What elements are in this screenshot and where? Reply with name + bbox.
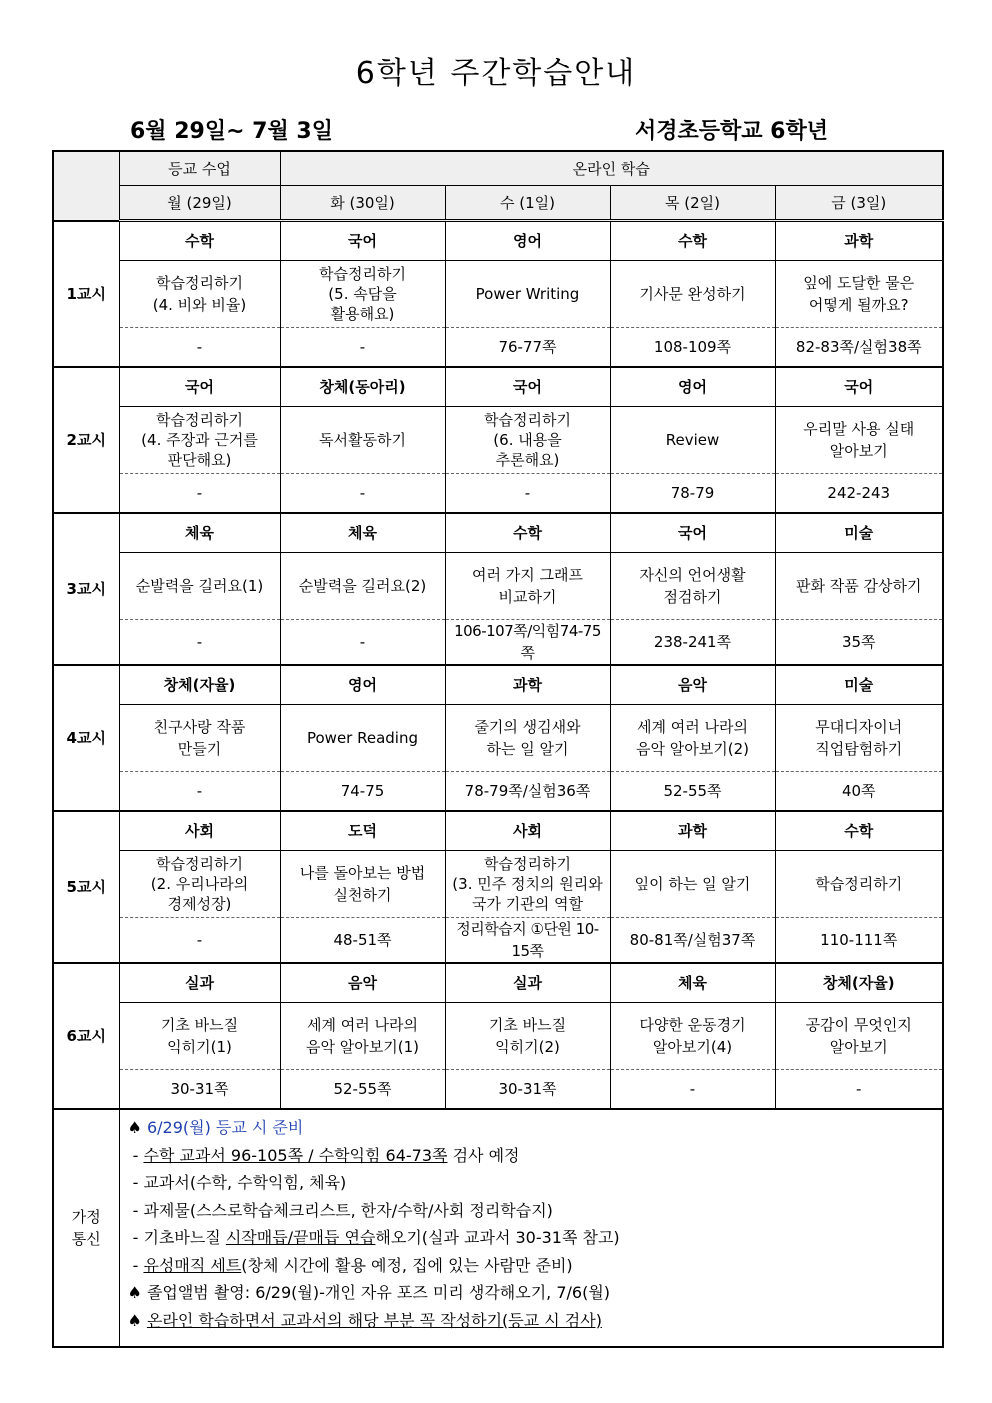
- subject-cell: 영어: [610, 367, 775, 407]
- activity-line: 순발력을 길러요(1): [135, 577, 264, 595]
- activity-line: 점검하기: [663, 588, 722, 606]
- date-range: 6월 29일~ 7월 3일: [130, 119, 333, 144]
- subject-cell: 미술: [775, 513, 943, 553]
- subject-cell: 미술: [775, 665, 943, 705]
- activity-line: 추론해요): [495, 451, 560, 469]
- page-cell: 108-109쪽: [610, 328, 775, 368]
- notice-line: [128, 1142, 935, 1170]
- activity-line: 활용해요): [330, 305, 395, 323]
- activity-line: 여러 가지 그래프: [472, 566, 583, 584]
- activity-cell: [280, 1003, 445, 1070]
- subject-cell: 사회: [119, 811, 280, 851]
- activity-line: 학습정리하기: [156, 855, 243, 873]
- activity-line: 알아보기: [829, 1038, 888, 1056]
- activity-cell: [119, 1003, 280, 1070]
- activity-line: 학습정리하기: [815, 875, 903, 893]
- notice-row: [53, 1109, 943, 1347]
- activity-line: 학습정리하기: [156, 411, 243, 429]
- activity-line: 음악 알아보기(2): [636, 740, 749, 758]
- activity-cell: [119, 705, 280, 772]
- period-subject-row: [53, 221, 943, 261]
- subject-cell: 수학: [445, 513, 610, 553]
- period-subject-row: [53, 513, 943, 553]
- page-cell: 52-55쪽: [280, 1070, 445, 1110]
- subject-cell: 국어: [445, 367, 610, 407]
- subject-cell: 수학: [775, 811, 943, 851]
- page-cell: -: [775, 1070, 943, 1110]
- activity-line: 어떻게 될까요?: [808, 296, 909, 314]
- activity-cell: [775, 1003, 943, 1070]
- activity-line: 기사문 완성하기: [639, 285, 746, 303]
- activity-cell: [775, 261, 943, 328]
- period-subject-row: [53, 811, 943, 851]
- activity-line: 학습정리하기: [484, 855, 571, 873]
- activity-cell: [280, 705, 445, 772]
- dash: -: [132, 1145, 139, 1165]
- page-cell: 76-77쪽: [445, 328, 610, 368]
- header-day: 화 (30일): [280, 186, 445, 221]
- page-cell: 106-107쪽/익힘74-75쪽: [445, 620, 610, 666]
- activity-cell: [119, 553, 280, 620]
- activity-line: 기초 바느질: [488, 1016, 567, 1034]
- activity-line: 익히기(2): [495, 1038, 560, 1056]
- spade-icon: ♠: [127, 1310, 142, 1330]
- subject-cell: 음악: [280, 963, 445, 1003]
- subject-cell: 체육: [119, 513, 280, 553]
- activity-line: (3. 민주 정치의 원리와: [452, 875, 603, 893]
- activity-line: Review: [665, 431, 720, 449]
- header-day: 금 (3일): [775, 186, 943, 221]
- activity-cell: [280, 553, 445, 620]
- subject-cell: 도덕: [280, 811, 445, 851]
- activity-line: 알아보기: [829, 442, 888, 460]
- page-cell: 48-51쪽: [280, 918, 445, 964]
- school-name: 서경초등학교 6학년: [635, 119, 828, 144]
- page-cell: -: [119, 620, 280, 666]
- page-cell: 238-241쪽: [610, 620, 775, 666]
- period-activity-row: [53, 261, 943, 328]
- notice-heading: 6/29(월) 등교 시 준비: [146, 1118, 304, 1137]
- header-day: 수 (1일): [445, 186, 610, 221]
- activity-line: 실천하기: [333, 886, 392, 904]
- period-label: 2교시: [53, 367, 119, 513]
- period-page-row: [53, 328, 943, 368]
- activity-cell: [775, 553, 943, 620]
- page-cell: -: [119, 772, 280, 812]
- period-activity-row: [53, 407, 943, 474]
- activity-cell: [445, 553, 610, 620]
- page-cell: 80-81쪽/실험37쪽: [610, 918, 775, 964]
- activity-line: (4. 비와 비율): [152, 296, 247, 314]
- activity-cell: [445, 261, 610, 328]
- activity-line: 학습정리하기: [319, 265, 406, 283]
- activity-line: Power Writing: [475, 285, 580, 303]
- activity-line: (4. 주장과 근거를: [141, 431, 258, 449]
- activity-cell: [610, 1003, 775, 1070]
- activity-cell: [445, 407, 610, 474]
- activity-cell: [610, 553, 775, 620]
- activity-line: 잎에 도달한 물은: [803, 274, 915, 292]
- period-activity-row: [53, 1003, 943, 1070]
- activity-line: 학습정리하기: [156, 274, 243, 292]
- activity-cell: [610, 851, 775, 918]
- activity-cell: [280, 407, 445, 474]
- subject-cell: 국어: [280, 221, 445, 261]
- period-activity-row: [53, 553, 943, 620]
- activity-line: 다양한 운동경기: [639, 1016, 746, 1034]
- activity-cell: [445, 1003, 610, 1070]
- subject-cell: 실과: [445, 963, 610, 1003]
- period-label: 3교시: [53, 513, 119, 665]
- notice-text: - 과제물(스스로학습체크리스트, 한자/수학/사회 정리학습지): [132, 1200, 553, 1220]
- period-label: 1교시: [53, 221, 119, 368]
- activity-line: 세계 여러 나라의: [307, 1016, 418, 1034]
- page-cell: -: [280, 474, 445, 514]
- period-page-row: [53, 918, 943, 964]
- period-subject-row: [53, 665, 943, 705]
- activity-line: 판화 작품 감상하기: [796, 577, 922, 595]
- notice-line: [128, 1279, 935, 1307]
- page-cell: -: [280, 328, 445, 368]
- activity-line: 공감이 무엇인지: [805, 1016, 912, 1034]
- page-cell: -: [119, 328, 280, 368]
- subject-cell: 실과: [119, 963, 280, 1003]
- header-offline-group: 등교 수업: [119, 151, 280, 186]
- subject-cell: 영어: [280, 665, 445, 705]
- subject-cell: 사회: [445, 811, 610, 851]
- header-day: 목 (2일): [610, 186, 775, 221]
- subject-cell: 수학: [119, 221, 280, 261]
- activity-line: 경제성장): [167, 895, 232, 913]
- activity-cell: [445, 851, 610, 918]
- subject-cell: 과학: [445, 665, 610, 705]
- page-cell: 40쪽: [775, 772, 943, 812]
- page-cell: 110-111쪽: [775, 918, 943, 964]
- activity-cell: [280, 261, 445, 328]
- subject-cell: 음악: [610, 665, 775, 705]
- activity-cell: [775, 851, 943, 918]
- activity-line: (5. 속담을: [328, 285, 397, 303]
- schedule-table: [52, 150, 944, 1348]
- header-online-group: 온라인 학습: [280, 151, 943, 186]
- activity-cell: [610, 407, 775, 474]
- activity-line: 독서활동하기: [319, 431, 406, 449]
- page-cell: 30-31쪽: [119, 1070, 280, 1110]
- activity-cell: [610, 705, 775, 772]
- activity-cell: [775, 705, 943, 772]
- activity-line: 비교하기: [498, 588, 557, 606]
- notice-content: [119, 1109, 943, 1347]
- notice-underlined: 유성매직 세트: [143, 1255, 242, 1275]
- activity-line: 음악 알아보기(1): [306, 1038, 419, 1056]
- activity-line: 알아보기(4): [652, 1038, 733, 1056]
- page-cell: -: [119, 918, 280, 964]
- period-activity-row: [53, 705, 943, 772]
- page-cell: -: [280, 620, 445, 666]
- subject-cell: 체육: [610, 963, 775, 1003]
- period-subject-row: [53, 367, 943, 407]
- notice-label-line: 통신: [71, 1230, 101, 1248]
- activity-cell: [119, 851, 280, 918]
- page-cell: 82-83쪽/실험38쪽: [775, 328, 943, 368]
- notice-underlined: 온라인 학습하면서 교과서의 해당 부분 꼭 작성하기(등교 시 검사): [146, 1310, 602, 1330]
- period-label: 6교시: [53, 963, 119, 1109]
- page-cell: 78-79: [610, 474, 775, 514]
- subject-cell: 영어: [445, 221, 610, 261]
- activity-line: 학습정리하기: [484, 411, 571, 429]
- activity-line: Power Reading: [306, 729, 418, 747]
- notice-line: [128, 1252, 935, 1280]
- activity-line: 나를 돌아보는 방법: [299, 864, 426, 882]
- notice-text: 졸업앨범 촬영: 6/29(월)-개인 자유 포즈 미리 생각해오기, 7/6(월): [146, 1283, 611, 1302]
- subject-cell: 체육: [280, 513, 445, 553]
- notice-text: (창체 시간에 활용 예정, 집에 있는 사람만 준비): [241, 1255, 573, 1275]
- page-cell: 74-75: [280, 772, 445, 812]
- header-day: 월 (29일): [119, 186, 280, 221]
- activity-line: 무대디자이너: [815, 718, 903, 736]
- spade-icon: ♠: [127, 1283, 142, 1302]
- activity-line: 익히기(1): [167, 1038, 232, 1056]
- activity-line: (6. 내용을: [493, 431, 562, 449]
- period-label: 5교시: [53, 811, 119, 963]
- notice-line: [128, 1197, 935, 1225]
- subject-cell: 과학: [610, 811, 775, 851]
- notice-line: [128, 1307, 935, 1335]
- notice-text: - 교과서(수학, 수학익힘, 체육): [132, 1173, 347, 1192]
- notice-line: [128, 1169, 935, 1197]
- notice-text: - 기초바느질: [132, 1228, 226, 1247]
- period-label: 4교시: [53, 665, 119, 811]
- notice-label: [53, 1109, 119, 1347]
- subject-cell: 창체(동아리): [280, 367, 445, 407]
- spade-icon: ♠: [127, 1118, 142, 1137]
- subject-cell: 창체(자율): [119, 665, 280, 705]
- page-cell: -: [445, 474, 610, 514]
- activity-line: 친구사랑 작품: [153, 718, 246, 736]
- notice-label-line: 가정: [71, 1208, 101, 1226]
- activity-line: 잎이 하는 일 알기: [634, 875, 751, 893]
- subject-cell: 국어: [775, 367, 943, 407]
- notice-text: 해오기(실과 교과서 30-31쪽 참고): [375, 1228, 620, 1247]
- period-page-row: [53, 474, 943, 514]
- activity-line: 우리말 사용 실태: [803, 420, 915, 438]
- notice-underlined: 수학 교과서 96-105쪽 / 수학익힘 64-73쪽: [143, 1145, 448, 1165]
- notice-line: [128, 1114, 935, 1142]
- dash: -: [132, 1255, 139, 1275]
- notice-underlined: 시작매듭/끝매듭 연습: [225, 1228, 376, 1247]
- notice-text: 검사 예정: [447, 1145, 520, 1165]
- notice-line: [128, 1224, 935, 1252]
- activity-line: 국가 기관의 역할: [472, 895, 583, 913]
- activity-cell: [610, 261, 775, 328]
- page-cell: 35쪽: [775, 620, 943, 666]
- activity-cell: [775, 407, 943, 474]
- period-page-row: [53, 772, 943, 812]
- activity-line: 자신의 언어생활: [639, 566, 746, 584]
- page-cell: 52-55쪽: [610, 772, 775, 812]
- page-cell: -: [119, 474, 280, 514]
- period-page-row: [53, 620, 943, 666]
- activity-line: 판단해요): [167, 451, 232, 469]
- activity-cell: [445, 705, 610, 772]
- page-cell: 242-243: [775, 474, 943, 514]
- period-subject-row: [53, 963, 943, 1003]
- activity-line: 하는 일 알기: [486, 740, 569, 758]
- page-cell: 30-31쪽: [445, 1070, 610, 1110]
- activity-line: 직업탐험하기: [815, 740, 903, 758]
- header-corner: [53, 151, 119, 221]
- activity-line: 만들기: [177, 740, 222, 758]
- period-activity-row: [53, 851, 943, 918]
- activity-cell: [119, 261, 280, 328]
- page-title: 6학년 주간학습안내: [355, 56, 637, 91]
- activity-line: 기초 바느질: [160, 1016, 239, 1034]
- activity-line: 순발력을 길러요(2): [298, 577, 427, 595]
- activity-cell: [119, 407, 280, 474]
- activity-line: 세계 여러 나라의: [637, 718, 748, 736]
- activity-line: 줄기의 생김새와: [474, 718, 581, 736]
- page-cell: 정리학습지 ①단원 10-15쪽: [445, 918, 610, 964]
- page-cell: 78-79쪽/실험36쪽: [445, 772, 610, 812]
- period-page-row: [53, 1070, 943, 1110]
- subject-cell: 국어: [610, 513, 775, 553]
- subject-cell: 과학: [775, 221, 943, 261]
- subject-cell: 수학: [610, 221, 775, 261]
- activity-cell: [280, 851, 445, 918]
- subject-cell: 국어: [119, 367, 280, 407]
- subject-cell: 창체(자율): [775, 963, 943, 1003]
- page-cell: -: [610, 1070, 775, 1110]
- activity-line: (2. 우리나라의: [150, 875, 249, 893]
